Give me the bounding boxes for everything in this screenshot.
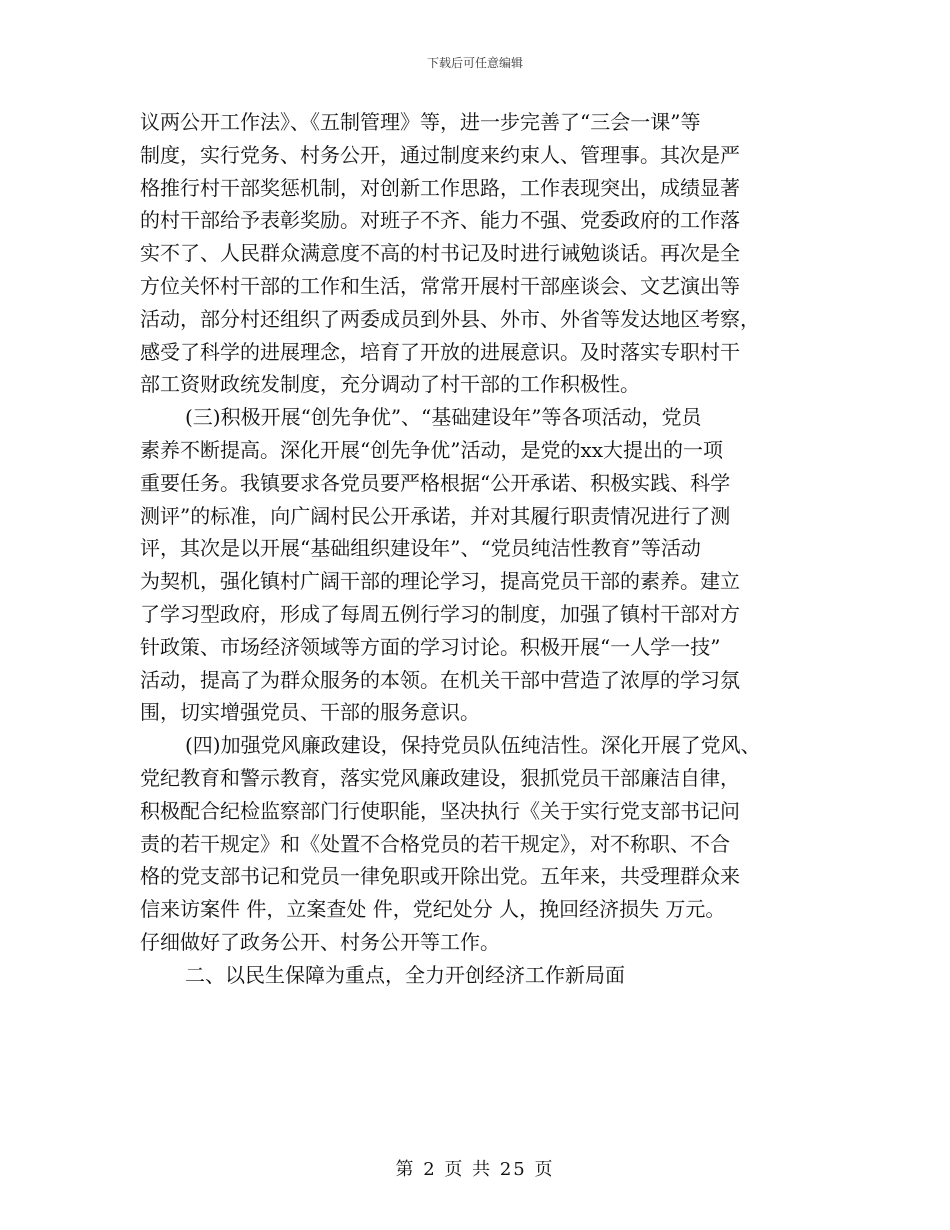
text-line: 重要任务。我镇要求各党员要严格根据“公开承诺、积极实践、科学 — [140, 470, 731, 495]
text-line: 积极配合纪检监察部门行使职能，坚决执行《关于实行党支部书记问 — [140, 798, 740, 823]
text-line: 仔细做好了政务公开、村务公开等工作。 — [140, 929, 500, 954]
text-line: 党纪教育和警示教育，落实党风廉政建设，狠抓党员干部廉洁自律， — [140, 765, 740, 790]
paragraph — [140, 401, 820, 729]
text-line: 感受了科学的进展理念，培育了开放的进展意识。及时落实专职村干 — [140, 339, 740, 364]
text-line: 围，切实增强党员、干部的服务意识。 — [140, 700, 480, 725]
section-heading — [140, 959, 820, 992]
page-number: 第 2 页 共 25 页 — [395, 1159, 555, 1180]
text-line: 责的若干规定》和《处置不合格党员的若干规定》，对不称职、不合 — [140, 831, 730, 856]
document-body — [140, 106, 820, 992]
text-line: 针政策、市场经济领域等方面的学习讨论。积极开展“一人学一技” — [140, 634, 721, 659]
text-line: (三)积极开展“创先争优”、“基础建设年”等各项活动，党员 — [185, 405, 702, 430]
text-line: 信来访案件 件，立案查处 件，党纪处分 人，挽回经济损失 万元。 — [140, 897, 726, 922]
text-line: 活动，部分村还组织了两委成员到外县、外市、外省等发达地区考察， — [140, 306, 760, 331]
text-line: 部工资财政统发制度，充分调动了村干部的工作积极性。 — [140, 372, 640, 397]
text-line: 为契机，强化镇村广阔干部的理论学习，提高党员干部的素养。建立 — [140, 569, 740, 594]
text-line: 制度，实行党务、村务公开，通过制度来约束人、管理事。其次是严 — [140, 142, 740, 167]
text-line: 二、以民生保障为重点，全力开创经济工作新局面 — [185, 962, 625, 987]
paragraph — [140, 729, 820, 959]
text-line: 素养不断提高。深化开展“创先争优”活动，是党的xx大提出的一项 — [140, 437, 724, 462]
text-line: 格推行村干部奖惩机制，对创新工作思路，工作表现突出，成绩显著 — [140, 175, 740, 200]
text-line: 的村干部给予表彰奖励。对班子不齐、能力不强、党委政府的工作落 — [140, 208, 740, 233]
text-line: 议两公开工作法》、《五制管理》等，进一步完善了“三会一课”等 — [140, 110, 701, 134]
paragraph — [140, 106, 820, 401]
text-line: 实不了、人民群众满意度不高的村书记及时进行诫勉谈话。再次是全 — [140, 241, 740, 266]
text-line: 活动，提高了为群众服务的本领。在机关干部中营造了浓厚的学习氛 — [140, 667, 740, 692]
text-line: 了学习型政府，形成了每周五例行学习的制度，加强了镇村干部对方 — [140, 601, 740, 626]
text-line: 评，其次是以开展“基础组织建设年”、“党员纯洁性教育”等活动 — [140, 536, 701, 561]
text-line: 测评”的标准，向广阔村民公开承诺，并对其履行职责情况进行了测 — [140, 503, 731, 528]
text-line: (四)加强党风廉政建设，保持党员队伍纯洁性。深化开展了党风、 — [185, 733, 761, 758]
text-line: 方位关怀村干部的工作和生活，常常开展村干部座谈会、文艺演出等 — [140, 273, 740, 298]
page-header: 下载后可任意编辑 — [426, 56, 523, 70]
text-line: 格的党支部书记和党员一律免职或开除出党。五年来，共受理群众来 — [140, 864, 740, 889]
